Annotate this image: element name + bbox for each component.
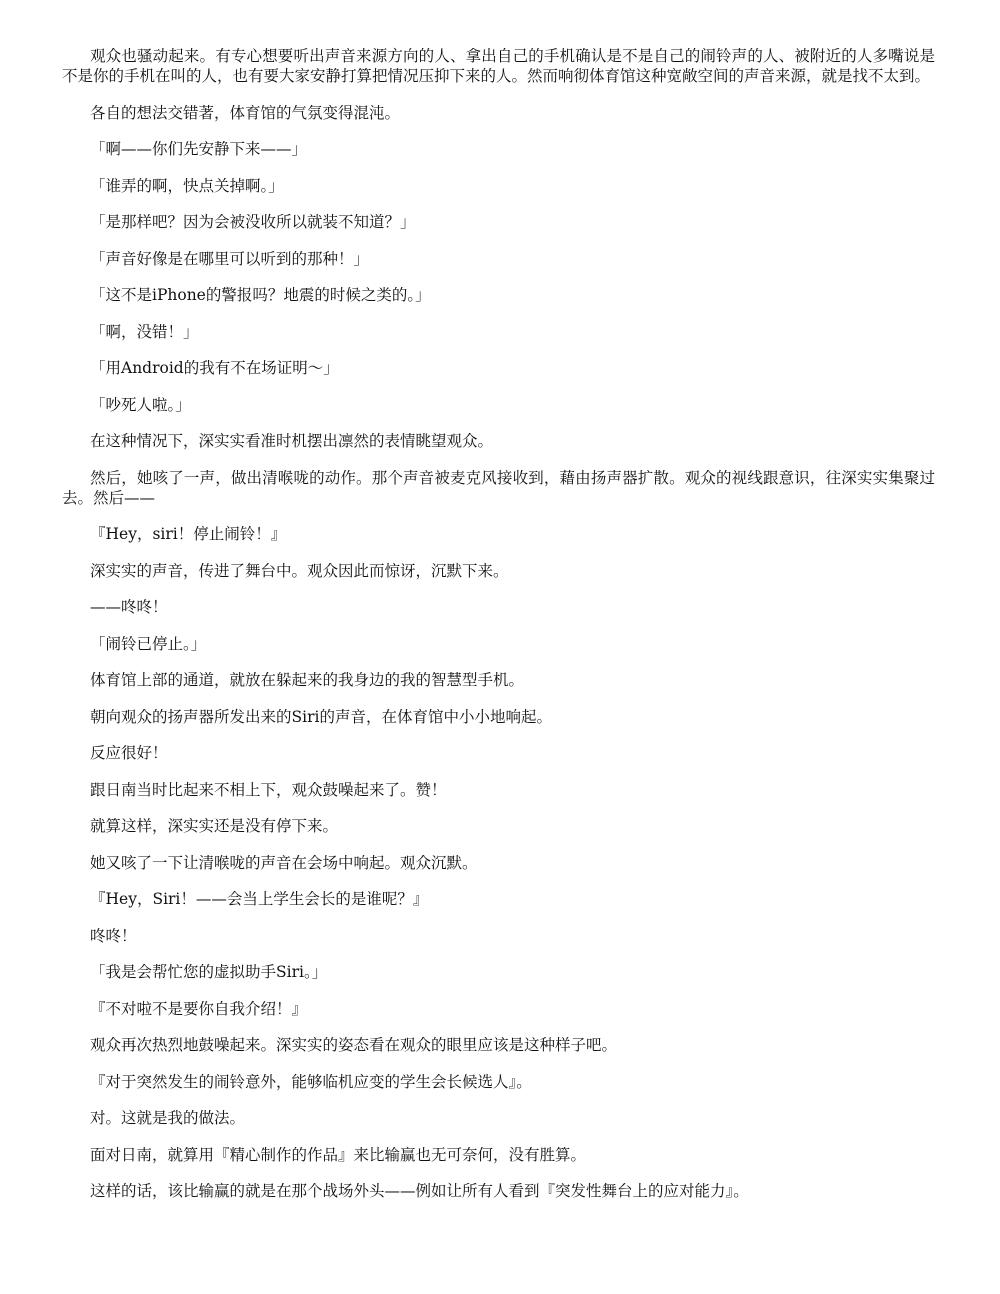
paragraph: 各自的想法交错著，体育馆的气氛变得混沌。 — [90, 103, 401, 122]
paragraph: 深实实的声音，传进了舞台中。观众因此而惊讶，沉默下来。 — [90, 561, 509, 580]
paragraph: 然后，她咳了一声，做出清喉咙的动作。那个声音被麦克风接收到，藉由扬声器扩散。观众的视线跟意识，往深实实集聚过去。然后—— — [62, 468, 935, 507]
paragraph: 「这不是iPhone的警报吗？地震的时候之类的。」 — [90, 286, 431, 304]
paragraph: 在这种情况下，深实实看准时机摆出凛然的表情眺望观众。 — [90, 432, 494, 450]
paragraph: 对。这就是我的做法。 — [90, 1109, 246, 1127]
paragraph: 「啊——你们先安静下来——」 — [90, 140, 308, 158]
document-page — [62, 46, 935, 1218]
paragraph: 反应很好！ — [90, 744, 168, 762]
paragraph: 跟日南当时比起来不相上下，观众鼓噪起来了。赞！ — [90, 780, 447, 799]
paragraph: 『Hey，Siri！——会当上学生会长的是谁呢？』 — [90, 890, 429, 908]
paragraph: 『Hey，siri！停止闹铃！』 — [90, 525, 287, 543]
paragraph: 朝向观众的扬声器所发出来的Siri的声音，在体育馆中小小地响起。 — [90, 707, 552, 726]
paragraph: 『不对啦不是要你自我介绍！』 — [90, 999, 308, 1018]
paragraph: 「吵死人啦。」 — [90, 395, 191, 414]
paragraph: 观众再次热烈地鼓噪起来。深实实的姿态看在观众的眼里应该是这种样子吧。 — [90, 1036, 618, 1054]
paragraph: 「是那样吧？因为会被没收所以就装不知道？」 — [90, 213, 416, 231]
paragraph: 体育馆上部的通道，就放在躲起来的我身边的我的智慧型手机。 — [90, 671, 525, 689]
paragraph: 观众也骚动起来。有专心想要听出声音来源方向的人、拿出自己的手机确认是不是自己的闹铃声的人、被附近的人多嘴说是不是你的手机在叫的人，也有要大家安静打算把情况压抑下来的人。然而响彻体育馆这种宽敞空间的声音来源，就是找不太到。 — [62, 47, 935, 85]
paragraph: 「我是会帮忙您的虚拟助手Siri。」 — [90, 963, 328, 981]
paragraph: 咚咚！ — [90, 926, 137, 945]
paragraph: 「用Android的我有不在场证明～」 — [90, 359, 339, 377]
paragraph: 面对日南，就算用『精心制作的作品』来比输赢也无可奈何，没有胜算。 — [90, 1145, 587, 1164]
paragraph: 『对于突然发生的闹铃意外，能够临机应变的学生会长候选人』。 — [90, 1072, 532, 1091]
paragraph: 「闹铃已停止。」 — [90, 634, 207, 653]
paragraph: 她又咳了一下让清喉咙的声音在会场中响起。观众沉默。 — [90, 853, 478, 872]
paragraph: 就算这样，深实实还是没有停下来。 — [90, 817, 339, 835]
paragraph: 这样的话，该比输赢的就是在那个战场外头——例如让所有人看到『突发性舞台上的应对能力』。 — [90, 1182, 749, 1200]
paragraph: 「声音好像是在哪里可以听到的那种！」 — [90, 249, 370, 268]
paragraph: 「啊，没错！」 — [90, 322, 199, 341]
paragraph: ——咚咚！ — [90, 598, 168, 616]
paragraph: 「谁弄的啊，快点关掉啊。」 — [90, 176, 284, 195]
